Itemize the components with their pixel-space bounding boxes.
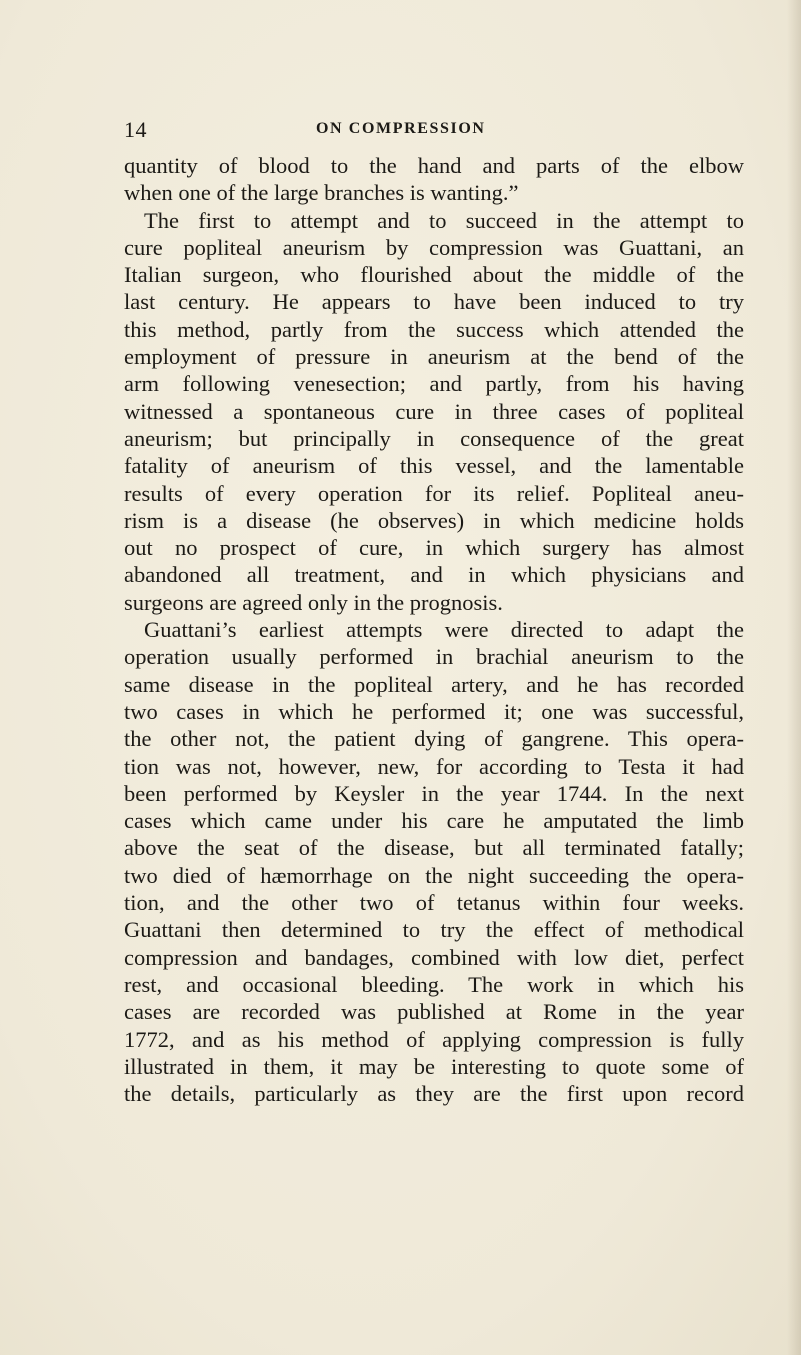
text-line: two died of hæmorrhage on the night succeeding the opera- (124, 862, 744, 888)
page-edge-shadow (787, 0, 801, 1355)
text-line: same disease in the popliteal artery, and he has recorded (124, 671, 744, 697)
text-line: this method, partly from the success which attended the (124, 316, 744, 342)
text-line: cure popliteal aneurism by compression was Guattani, an (124, 234, 744, 260)
text-line: fatality of aneurism of this vessel, and the lamentable (124, 453, 744, 479)
text-line: quantity of blood to the hand and parts of the elbow (124, 153, 744, 178)
text-line: Guattani’s earliest attempts were directed to adapt the (144, 617, 744, 643)
text-line: when one of the large branches is wanting.” (124, 180, 519, 206)
text-line: the details, particularly as they are the first upon record (124, 1081, 744, 1107)
text-line: compression and bandages, combined with low diet, perfect (124, 944, 744, 970)
text-line: results of every operation for its relief. Popliteal aneu- (124, 480, 744, 506)
text-line: arm following venesection; and partly, from his having (124, 371, 744, 397)
text-line: employment of pressure in aneurism at the bend of the (124, 344, 744, 370)
text-line: abandoned all treatment, and in which physicians and (124, 562, 744, 588)
body-text (124, 152, 744, 1107)
text-line: Guattani then determined to try the effect of methodical (124, 917, 744, 943)
text-line: cases are recorded was published at Rome in the year (124, 999, 744, 1025)
text-line: two cases in which he performed it; one was successful, (124, 698, 744, 724)
text-line: been performed by Keysler in the year 1744. In the next (124, 780, 744, 806)
text-line: illustrated in them, it may be interesting to quote some of (124, 1053, 744, 1079)
text-line: last century. He appears to have been induced to try (124, 289, 744, 315)
text-line: aneurism; but principally in consequence of the great (124, 425, 744, 451)
text-line: tion was not, however, new, for according to Testa it had (124, 753, 744, 779)
text-line: cases which came under his care he amputated the limb (124, 808, 744, 834)
text-line: Italian surgeon, who flourished about the middle of the (124, 262, 744, 288)
text-line: rest, and occasional bleeding. The work in which his (124, 971, 744, 997)
running-head-title: ON COMPRESSION (316, 120, 486, 137)
text-line: the other not, the patient dying of gangrene. This opera- (124, 726, 744, 752)
text-line: tion, and the other two of tetanus within four weeks. (124, 890, 744, 916)
text-line: rism is a disease (he observes) in which medicine holds (124, 507, 744, 533)
page-number: 14 (124, 117, 147, 142)
running-head (124, 117, 739, 145)
text-line: out no prospect of cure, in which surgery has almost (124, 535, 744, 561)
text-line: witnessed a spontaneous cure in three cases of popliteal (124, 398, 744, 424)
text-line: surgeons are agreed only in the prognosis. (124, 589, 503, 615)
text-line: above the seat of the disease, but all terminated fatally; (124, 835, 744, 861)
text-line: operation usually performed in brachial aneurism to the (124, 644, 744, 670)
text-line: 1772, and as his method of applying compression is fully (124, 1026, 744, 1052)
text-line: The first to attempt and to succeed in the attempt to (144, 207, 744, 233)
